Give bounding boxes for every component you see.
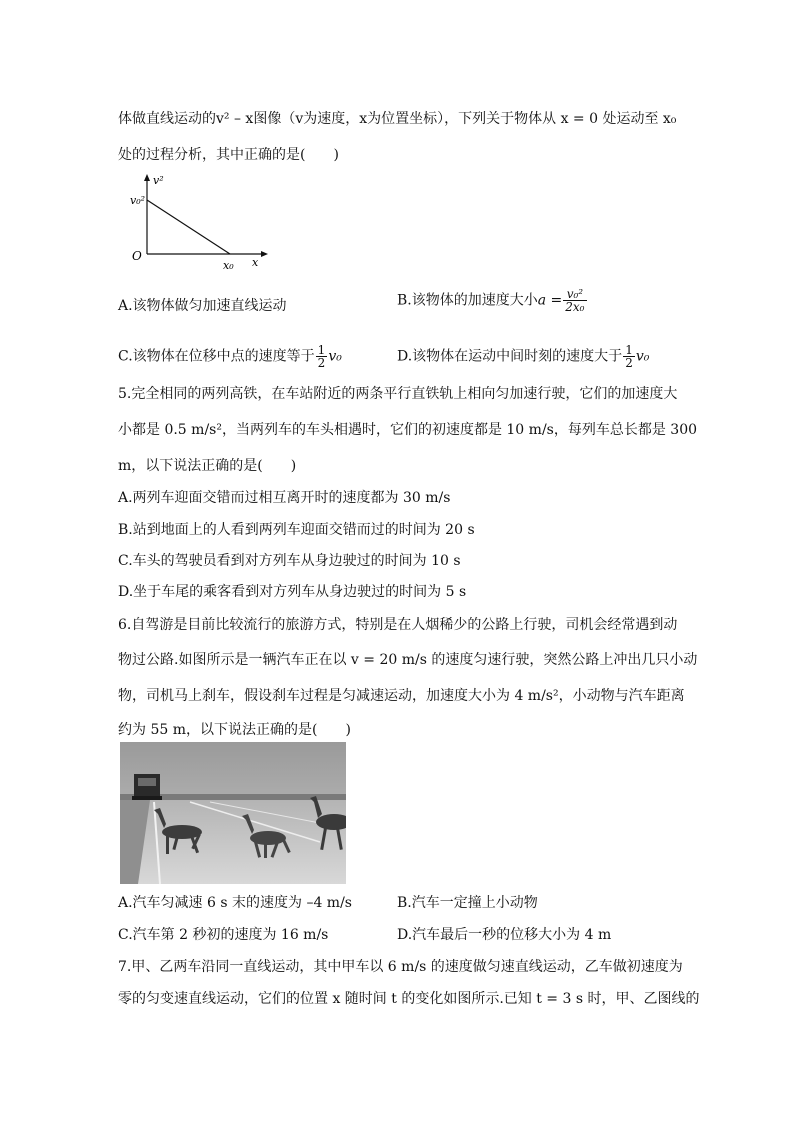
q4-option-d xyxy=(397,344,649,369)
graph-line xyxy=(147,200,230,254)
q6-road-animals-photo xyxy=(120,742,346,884)
q4-option-c xyxy=(118,344,342,369)
q6-option-b: B.汽车一定撞上小动物 xyxy=(397,895,538,911)
q6-option-a: A.汽车匀减速 6 s 末的速度为 –4 m/s xyxy=(118,895,352,911)
q6-option-d: D.汽车最后一秒的位移大小为 4 m xyxy=(397,927,612,943)
q4-option-a: A.该物体做匀加速直线运动 xyxy=(118,298,287,314)
q6-stem-line-1: 6.自驾游是目前比较流行的旅游方式，特别是在人烟稀少的公路上行驶，司机会经常遇到动 xyxy=(118,617,678,633)
q5-stem-line-2: 小都是 0.5 m/s²，当两列车的车头相遇时，它们的初速度都是 10 m/s，每列车总长都是 300 xyxy=(118,422,698,438)
q4-v2-x-graph xyxy=(126,170,274,276)
q4-option-c-fraction: $\frac{1}{2}$ xyxy=(317,343,326,370)
graph-x-tick: x₀ xyxy=(223,259,234,272)
graph-y-tick: v₀² xyxy=(130,194,146,207)
graph-origin: O xyxy=(132,249,142,263)
q7-stem-line-1: 7.甲、乙两车沿同一直线运动，其中甲车以 6 m/s 的速度做匀速直线运动，乙车做初速度为 xyxy=(118,959,683,975)
q4-option-b-lhs: a = xyxy=(537,292,563,309)
q4-option-d-fraction: $\frac{1}{2}$ xyxy=(625,343,633,370)
q5-option-b: B.站到地面上的人看到两列车迎面交错而过的时间为 20 s xyxy=(118,522,475,538)
q5-option-c: C.车头的驾驶员看到对方列车从身边驶过的时间为 10 s xyxy=(118,553,461,569)
q5-stem-line-3: m，以下说法正确的是( ) xyxy=(118,458,297,474)
q6-stem-line-3: 物，司机马上刹车，假设刹车过程是匀减速运动，加速度大小为 4 m/s²，小动物与汽车距离 xyxy=(118,688,685,704)
q5-stem-line-1: 5.完全相同的两列高铁，在车站附近的两条平行直铁轨上相向匀加速行驶，它们的加速度大 xyxy=(118,386,678,402)
q6-stem-line-2: 物过公路.如图所示是一辆汽车正在以 v = 20 m/s 的速度匀速行驶，突然公路上冲出几只小动 xyxy=(118,652,698,668)
q4-option-d-suffix: v₀ xyxy=(635,348,650,365)
q4-option-c-suffix: v₀ xyxy=(328,348,342,365)
q5-option-a: A.两列车迎面交错而过相互离开时的速度都为 30 m/s xyxy=(118,490,451,506)
q6-option-c: C.汽车第 2 秒初的速度为 16 m/s xyxy=(118,927,329,943)
q4-option-b-fraction: $\frac{\text{v₀²}}{\text{2x₀}}$ xyxy=(565,287,585,314)
q4-option-d-prefix: D.该物体在运动中间时刻的速度大于 xyxy=(397,348,623,365)
q7-stem-line-2: 零的匀变速直线运动，它们的位置 x 随时间 t 的变化如图所示.已知 t = 3 s 时，甲、乙图线的 xyxy=(118,991,700,1007)
q4-option-b-prefix: B.该物体的加速度大小 xyxy=(397,292,538,309)
q6-stem-line-4: 约为 55 m，以下说法正确的是( ) xyxy=(118,722,351,738)
graph-x-label: x xyxy=(252,256,259,269)
q4-option-b xyxy=(397,288,588,313)
q4-option-c-prefix: C.该物体在位移中点的速度等于 xyxy=(118,348,315,365)
q5-option-d: D.坐于车尾的乘客看到对方列车从身边驶过的时间为 5 s xyxy=(118,584,467,600)
q4-stem-line-2: 处的过程分析，其中正确的是( ) xyxy=(118,147,339,163)
graph-y-label: v² xyxy=(153,174,164,187)
q4-stem-line-1: 体做直线运动的v² – x图像（v为速度，x为位置坐标），下列关于物体从 x = 0 处运动至 x₀ xyxy=(118,111,677,127)
